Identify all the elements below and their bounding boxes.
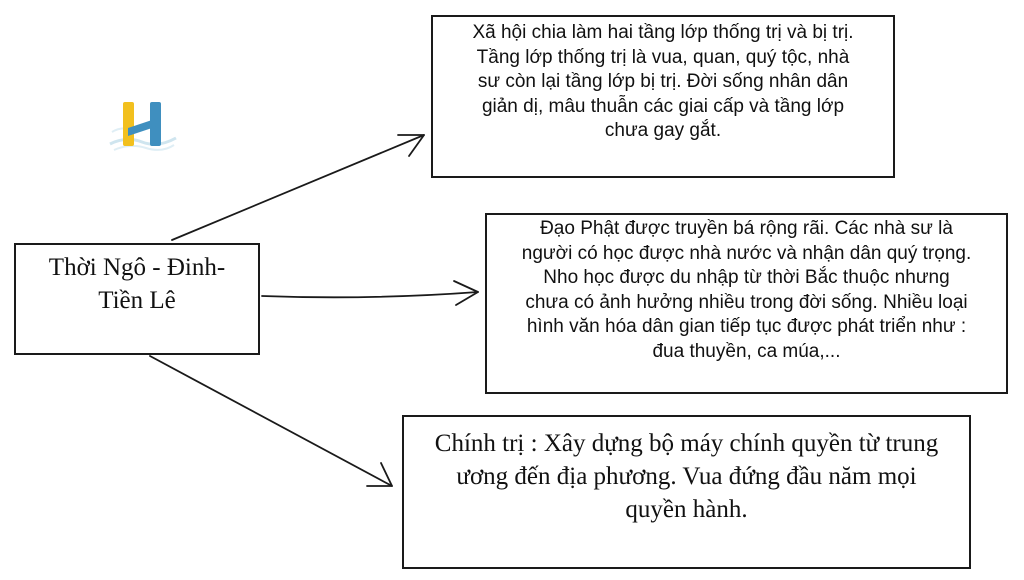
center-node <box>14 243 260 355</box>
politics-node <box>402 415 971 569</box>
arrow-to-culture <box>262 292 478 297</box>
social-node <box>431 15 895 178</box>
culture-node <box>485 213 1008 394</box>
arrow-to-politics <box>150 356 392 486</box>
politics-node-text: Chính trị : Xây dựng bộ máy chính quyền từ trung ương đến địa phương. Vua đứng đầu năm mọi quyền hành. <box>434 430 939 523</box>
center-node-text: Thời Ngô - Đinh- Tiền Lê <box>48 254 226 314</box>
culture-node-text: Đạo Phật được truyền bá rộng rãi. Các nhà sư là người có học được nhà nước và nhận dân quý trọng. Nho học được du nhập từ thời Bắc thuộc nhưng chưa có ảnh hưởng nhiều trong đời sống. Nhiều loại hình văn hóa dân gian tiếp tục được phát triển như : đua thuyền, ca múa,... <box>521 218 972 362</box>
social-node-text: Xã hội chia làm hai tầng lớp thống trị và bị trị. Tầng lớp thống trị là vua, quan, quý tộc, nhà sư còn lại tầng lớp bị trị. Đời sống nhân dân giản dị, mâu thuẫn các giai cấp và tầng lớp chưa gay gắt. <box>472 22 854 141</box>
arrow-to-social <box>172 135 424 240</box>
